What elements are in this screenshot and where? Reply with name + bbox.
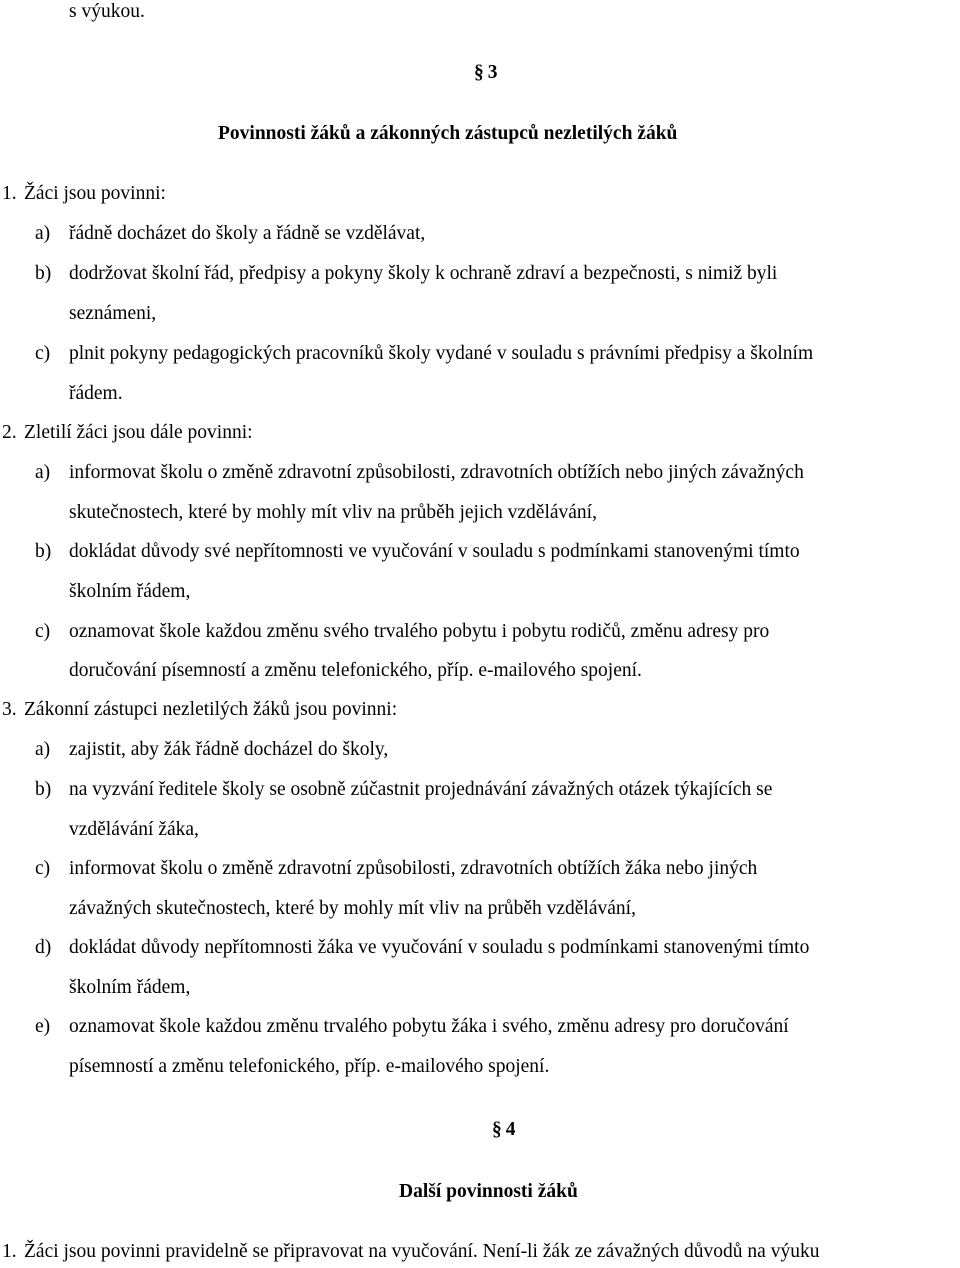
item-2-c-text-cont: doručování písemností a změnu telefonického, příp. e-mailového spojení. <box>69 660 642 681</box>
continuation-text: s výukou. <box>69 1 145 22</box>
section-sign-icon: § <box>474 62 484 83</box>
item-2-c-text: oznamovat škole každou změnu svého trvalého pobytu i pobytu rodičů, změnu adresy pro <box>69 621 770 642</box>
item-3-a-label: a) <box>35 739 51 760</box>
item-3-intro: Zákonní zástupci nezletilých žáků jsou povinni: <box>24 699 398 720</box>
item-3-number: 3. <box>2 699 17 720</box>
item-1-c-label: c) <box>35 343 51 364</box>
item-2-b-text: dokládat důvody své nepřítomnosti ve vyučování v souladu s podmínkami stanovenými tímto <box>69 541 800 562</box>
item-3-b-label: b) <box>35 779 52 800</box>
item-1-a-label: a) <box>35 223 51 244</box>
item-2-intro: Zletilí žáci jsou dále povinni: <box>24 422 253 443</box>
item-1-intro: Žáci jsou povinni: <box>24 183 166 204</box>
item-2-a-label: a) <box>35 462 51 483</box>
section-sign-icon: § <box>492 1119 502 1140</box>
item-3-d-text-cont: školním řádem, <box>69 977 191 998</box>
section-4-number: § 4 <box>492 1119 516 1140</box>
item-3-e-text-cont: písemností a změnu telefonického, příp. e-mailového spojení. <box>69 1056 550 1077</box>
item-3-e-label: e) <box>35 1016 51 1037</box>
item-1-b-text: dodržovat školní řád, předpisy a pokyny školy k ochraně zdraví a bezpečnosti, s nimiž byli <box>69 263 778 284</box>
item-1-c-text-cont: řádem. <box>69 383 123 404</box>
item-2-a-text-cont: skutečnostech, které by mohly mít vliv na průběh jejich vzdělávání, <box>69 502 597 523</box>
item-1-a-text: řádně docházet do školy a řádně se vzdělávat, <box>69 223 426 244</box>
item-1-number: 1. <box>2 183 17 204</box>
section-4-title: Další povinnosti žáků <box>399 1181 578 1202</box>
item-3-a-text: zajistit, aby žák řádně docházel do školy, <box>69 739 389 760</box>
item-3-d-text: dokládat důvody nepřítomnosti žáka ve vyučování v souladu s podmínkami stanovenými tímto <box>69 937 810 958</box>
section-3-title: Povinnosti žáků a zákonných zástupců nezletilých žáků <box>218 123 678 144</box>
item-3-c-text: informovat školu o změně zdravotní způsobilosti, zdravotních obtížích žáka nebo jiných <box>69 858 758 879</box>
item-3-c-text-cont: závažných skutečnostech, které by mohly mít vliv na průběh vzdělávání, <box>69 898 636 919</box>
item-1-b-text-cont: seznámeni, <box>69 303 157 324</box>
item-1-b-label: b) <box>35 263 52 284</box>
item-2-a-text: informovat školu o změně zdravotní způsobilosti, zdravotních obtížích nebo jiných závažných <box>69 462 804 483</box>
item-2-c-label: c) <box>35 621 51 642</box>
item-2-b-text-cont: školním řádem, <box>69 581 191 602</box>
section-4-item-1-number: 1. <box>2 1241 17 1262</box>
section-4-item-1-text: Žáci jsou povinni pravidelně se připravovat na vyučování. Není-li žák ze závažných důvodů na výuku <box>24 1241 820 1262</box>
item-2-b-label: b) <box>35 541 52 562</box>
section-3-number: § 3 <box>474 62 498 83</box>
item-2-number: 2. <box>2 422 17 443</box>
item-3-b-text: na vyzvání ředitele školy se osobně zúčastnit projednávání závažných otázek týkajících se <box>69 779 773 800</box>
item-1-c-text: plnit pokyny pedagogických pracovníků školy vydané v souladu s právními předpisy a školním <box>69 343 814 364</box>
item-3-e-text: oznamovat škole každou změnu trvalého pobytu žáka i svého, změnu adresy pro doručování <box>69 1016 789 1037</box>
item-3-d-label: d) <box>35 937 52 958</box>
item-3-b-text-cont: vzdělávání žáka, <box>69 819 199 840</box>
item-3-c-label: c) <box>35 858 51 879</box>
